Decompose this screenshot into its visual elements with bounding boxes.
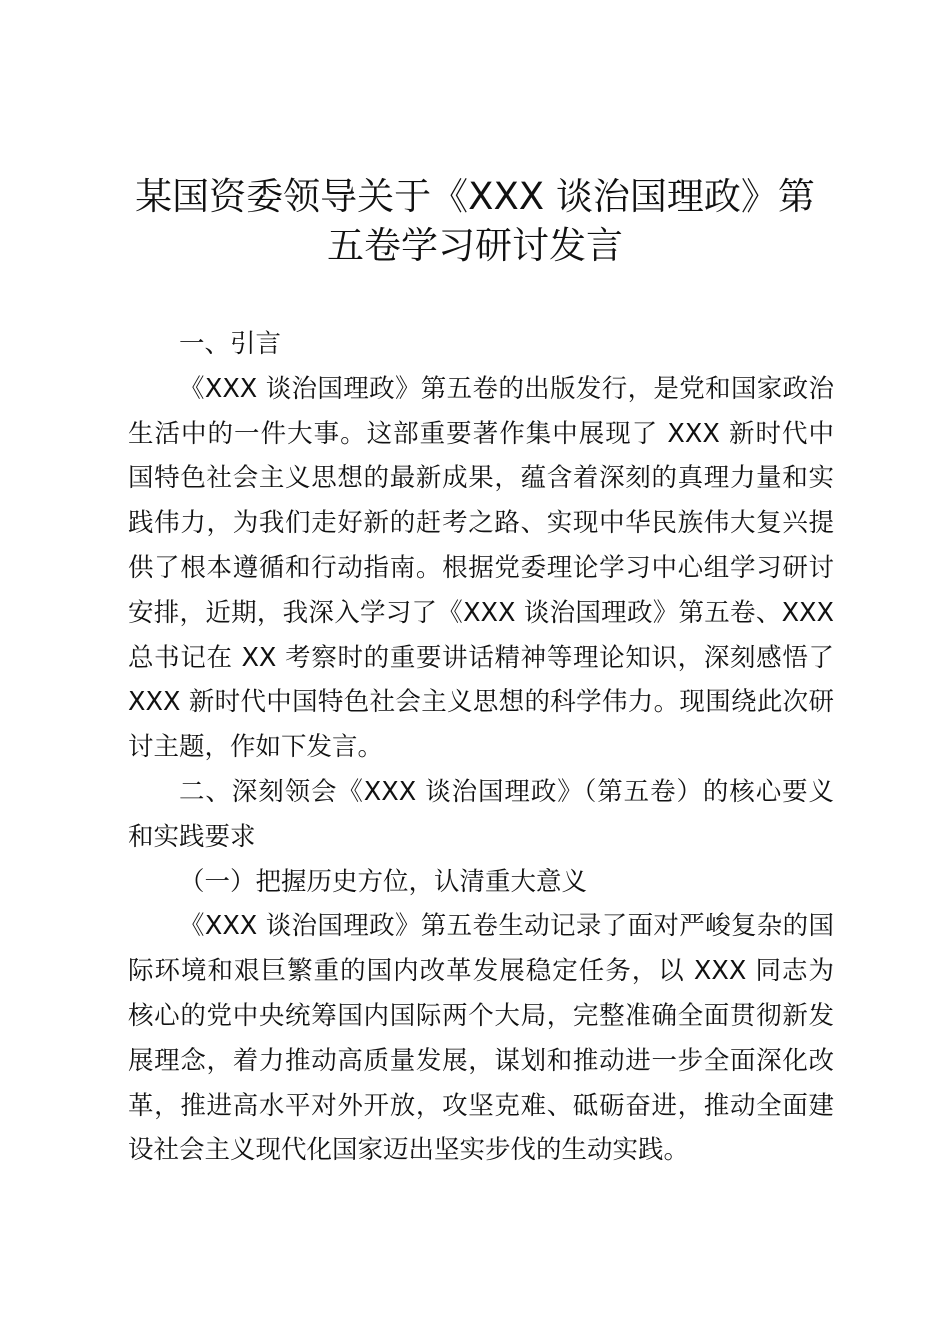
document-body xyxy=(128,322,834,1173)
document-title: 某国资委领导关于《XXX 谈治国理政》第五卷学习研讨发言 xyxy=(135,175,815,267)
body-paragraph: 《XXX 谈治国理政》第五卷的出版发行，是党和国家政治生活中的一件大事。这部重要著作集中展现了 XXX 新时代中国特色社会主义思想的最新成果，蕴含着深刻的真理力量和实践伟力，为我们走好新的赶考之路、实现中华民族伟大复兴提供了根本遵循和行动指南。根据党委理论学习中心组学习研讨安排，近期，我深入学习了《XXX 谈治国理政》第五卷、XXX 总书记在 XX 考察时的重要讲话精神等理论知识，深刻感悟了 XXX 新时代中国特色社会主义思想的科学伟力。现围绕此次研讨主题，作如下发言。 xyxy=(128,373,834,763)
section-heading-core-meaning: 二、深刻领会《XXX 谈治国理政》（第五卷）的核心要义和实践要求 xyxy=(128,776,834,852)
subsection-heading-historical-position: （一）把握历史方位，认清重大意义 xyxy=(179,866,588,897)
body-paragraph: 《XXX 谈治国理政》第五卷生动记录了面对严峻复杂的国际环境和艰巨繁重的国内改革发展稳定任务，以 XXX 同志为核心的党中央统筹国内国际两个大局，完整准确全面贯彻新发展理念，着力推动高质量发展，谋划和推动进一步全面深化改革，推进高水平对外开放，攻坚克难、砥砺奋进，推动全面建设社会主义现代化国家迈出坚实步伐的生动实践。 xyxy=(128,911,834,1166)
section-heading-introduction: 一、引言 xyxy=(179,329,282,359)
